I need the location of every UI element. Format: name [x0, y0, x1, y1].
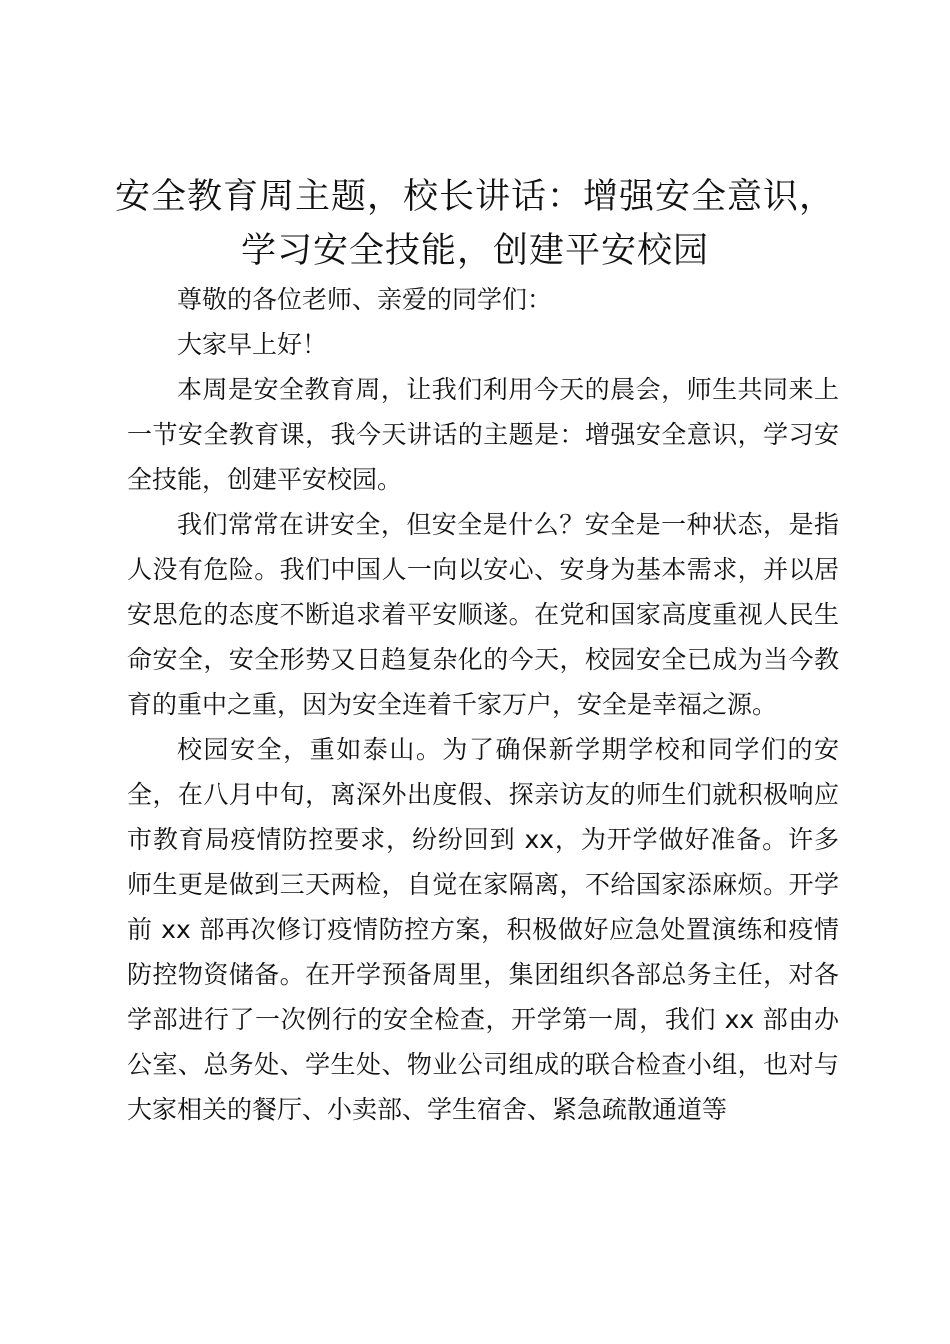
title-line-1: 安全教育周主题，校长讲话：增强安全意识，: [114, 177, 835, 217]
body-paragraph: 本周是安全教育周，让我们利用今天的晨会，师生共同来上一节安全教育课，我今天讲话的主题是：增强安全意识，学习安全技能，创建平安校园。: [127, 375, 839, 494]
salutation-paragraph: 尊敬的各位老师、亲爱的同学们：: [177, 285, 553, 314]
body-paragraph: 校园安全，重如泰山。为了确保新学期学校和同学们的安全，在八月中旬，离深外出度假、探亲访友的师生们就积极响应市教育局疫情防控要求，纷纷回到 xx，为开学做好准备。许多师生更是做到三天两检，自觉在家隔离，不给国家添麻烦。开学前 xx 部再次修订疫情防控方案，积极做好应急处置演练和疫情防控物资储备。在开学预备周里，集团组织各部总务主任，对各学部进行了一次例行的安全检查，开学第一周，我们 xx 部由办公室、总务处、学生处、物业公司组成的联合检查小组，也对与大家相关的餐厅、小卖部、学生宿舍、紧急疏散通道等: [127, 735, 839, 1124]
body-paragraph: 我们常常在讲安全，但安全是什么？安全是一种状态，是指人没有危险。我们中国人一向以安心、安身为基本需求，并以居安思危的态度不断追求着平安顺遂。在党和国家高度重视人民生命安全，安全形势又日趋复杂化的今天，校园安全已成为当今教育的重中之重，因为安全连着千家万户，安全是幸福之源。: [127, 510, 839, 719]
document-title: [110, 170, 840, 278]
title-line-2: 学习安全技能，创建平安校园: [240, 231, 709, 271]
document-body: [127, 277, 839, 1132]
greeting-paragraph: 大家早上好！: [177, 330, 328, 359]
